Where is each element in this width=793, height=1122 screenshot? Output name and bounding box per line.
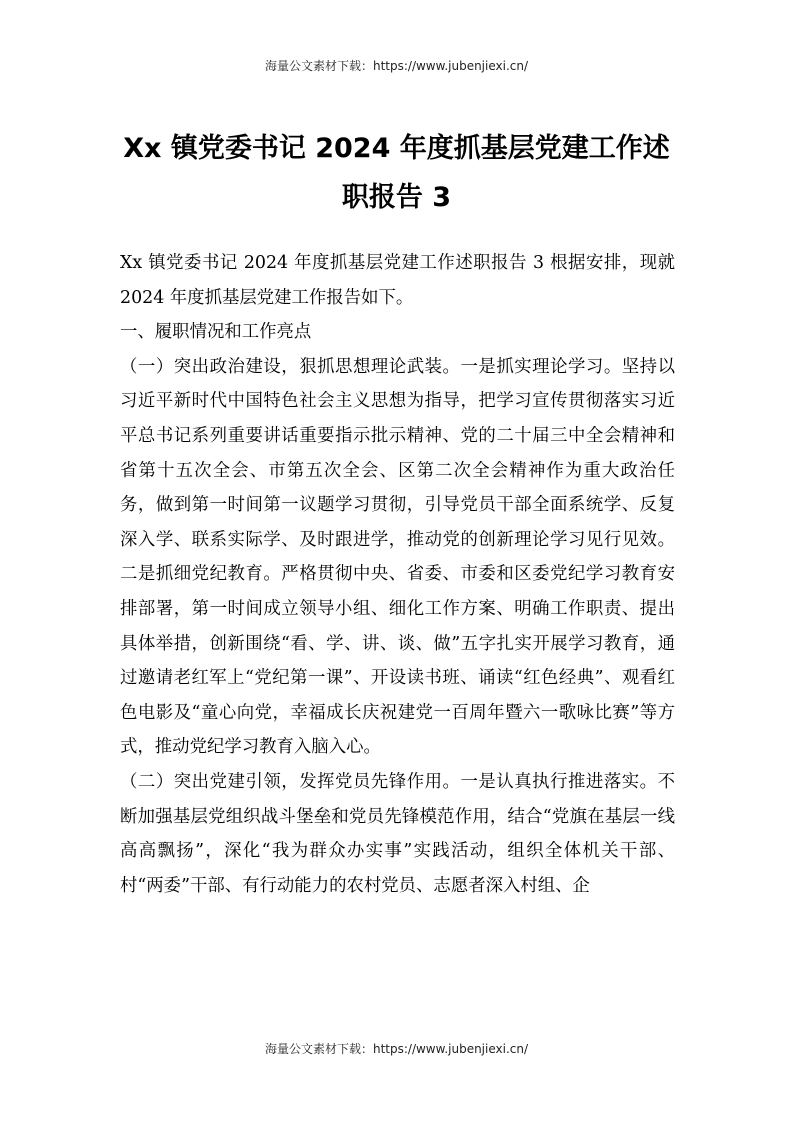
section-heading: 一、履职情况和工作亮点 xyxy=(120,322,312,343)
page-footer: 海量公文素材下载：https://www.jubenjiexi.cn/ xyxy=(264,1042,529,1056)
document-title xyxy=(100,124,693,222)
body-paragraph-political-building: （一）突出政治建设，狠抓思想理论武装。一是抓实理论学习。坚持以习近平新时代中国特色社会主义思想为指导，把学习宣传贯彻落实习近平总书记系列重要讲话重要指示批示精神、党的二十届三中全会精神和省第十五次全会、市第五次全会、区第二次全会精神作为重大政治任务，做到第一时间第一议题学习贯彻，引导党员干部全面系统学、反复深入学、联系实际学、及时跟进学，推动党的创新理论学习见行见效。二是抓细党纪教育。严格贯彻中央、省委、市委和区委党纪学习教育安排部署，第一时间成立领导小组、细化工作方案、明确工作职责、提出具体举措，创新围绕“看、学、讲、谈、做”五字扎实开展学习教育，通过邀请老红军上“党纪第一课”、开设读书班、诵读“红色经典”、观看红色电影及“童心向党，幸福成长庆祝建党一百周年暨六一歌咏比赛”等方式，推动党纪学习教育入脑入心。 xyxy=(120,356,675,758)
document-title-line-2: 职报告 3 xyxy=(341,182,452,213)
page-header: 海量公文素材下载：https://www.jubenjiexi.cn/ xyxy=(264,59,529,73)
document-title-line-1: Xx 镇党委书记 2024 年度抓基层党建工作述 xyxy=(123,133,670,164)
body-paragraph-party-leadership: （二）突出党建引领，发挥党员先锋作用。一是认真执行推进落实。不断加强基层党组织战斗堡垒和党员先锋模范作用，结合“党旗在基层一线高高飘扬”，深化“我为群众办实事”实践活动，组织全体机关干部、村“两委”干部、有行动能力的农村党员、志愿者深入村组、企 xyxy=(120,771,675,896)
intro-paragraph: Xx 镇党委书记 2024 年度抓基层党建工作述职报告 3 根据安排，现就 2024 年度抓基层党建工作报告如下。 xyxy=(120,253,675,308)
document-body xyxy=(120,246,675,903)
